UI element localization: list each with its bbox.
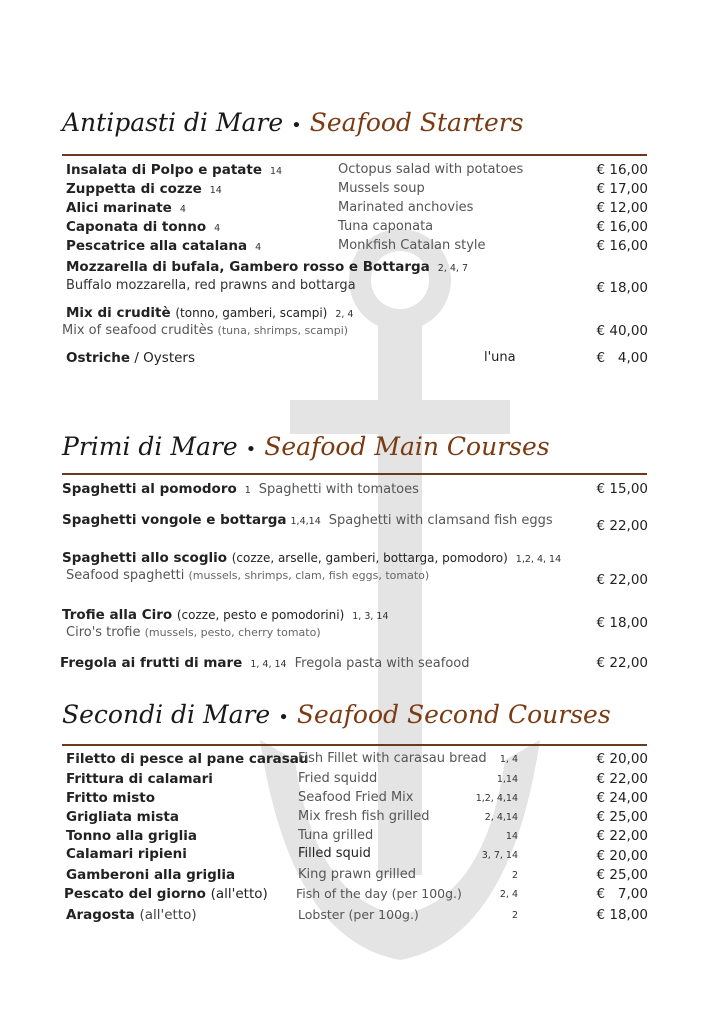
dish-name: Alici marinate (66, 200, 172, 216)
dish-name: Ostriche (66, 350, 131, 366)
dish-english: Spaghetti with clamsand fish eggs (328, 513, 553, 528)
price: € 22,00 (596, 572, 648, 588)
dish-name: Spaghetti vongole e bottarga (62, 512, 287, 528)
dish-detail: (tonno, gamberi, scampi) (175, 306, 328, 320)
price: € 25,00 (596, 867, 648, 883)
allergens: 1,2, 4, 14 (515, 554, 562, 565)
allergens: 14 (209, 185, 222, 196)
menu-item (62, 481, 648, 500)
dish-english: Octopus salad with potatoes (338, 162, 524, 177)
dish-name: Spaghetti allo scoglio (62, 550, 228, 566)
dish-english: King prawn grilled (298, 867, 417, 882)
dish-english: Tuna caponata (338, 219, 434, 234)
menu-item (62, 846, 648, 865)
menu-item (62, 790, 648, 809)
dish-note: (all'etto) (139, 907, 197, 923)
price: € 18,00 (596, 615, 648, 631)
starters-divider (62, 154, 647, 156)
price: € 16,00 (596, 219, 648, 235)
dish-english: Buffalo mozzarella, red prawns and bottarga (66, 278, 356, 293)
allergens: 1, 4 (499, 754, 518, 765)
dish-english: Seafood Fried Mix (298, 790, 414, 805)
dish-english-detail: (mussels, pesto, cherry tomato) (144, 626, 321, 639)
menu-item (62, 181, 648, 200)
menu-item (62, 886, 648, 905)
menu-item-subline (62, 625, 648, 644)
menu-item (62, 867, 648, 886)
price: € 22,00 (596, 518, 648, 534)
menu-item (62, 771, 648, 790)
dish-english: Fish Fillet with carasau bread (298, 751, 487, 766)
dish-english: Fregola pasta with seafood (294, 656, 470, 671)
menu-item-subline (62, 323, 648, 342)
dish-english: Filled squid (298, 846, 371, 861)
dish-english: Ciro's trofie (66, 625, 141, 640)
menu-item (62, 751, 648, 770)
price: € 4,00 (596, 350, 648, 366)
price: € 16,00 (596, 238, 648, 254)
secondi-title-en: Seafood Second Courses (296, 700, 611, 729)
price: € 22,00 (596, 655, 648, 671)
menu-item-subline (62, 568, 648, 587)
price: € 18,00 (596, 280, 648, 296)
dish-name: Pescatrice alla catalana (66, 238, 248, 254)
menu-item (62, 219, 648, 238)
allergens: 2, 4, 7 (437, 263, 469, 274)
price: € 24,00 (596, 790, 648, 806)
allergens: 2, 4 (499, 889, 518, 900)
dish-english: Seafood spaghetti (66, 568, 185, 583)
dish-name: Pescato del giorno (64, 886, 206, 902)
allergens: 1,4,14 (290, 516, 321, 527)
secondi-divider (62, 744, 647, 746)
allergens: 3, 7, 14 (481, 850, 518, 861)
menu-item (62, 305, 648, 324)
primi-title-en: Seafood Main Courses (264, 432, 550, 461)
price: € 7,00 (596, 886, 648, 902)
dish-english: Tuna grilled (298, 828, 374, 843)
menu-item (62, 809, 648, 828)
dish-name: Frittura di calamari (66, 771, 213, 787)
price: € 15,00 (596, 481, 648, 497)
dish-english: Mussels soup (338, 181, 425, 196)
allergens: 2, 4 (335, 309, 354, 320)
dish-english: Fried squidd (298, 771, 378, 786)
menu-item (62, 607, 648, 631)
section-title-primi: Primi di Mare • Seafood Main Courses (62, 432, 550, 461)
price: € 12,00 (596, 200, 648, 216)
allergens: 2 (511, 910, 518, 921)
section-title-secondi: Secondi di Mare • Seafood Second Courses (62, 700, 611, 729)
menu-item (62, 259, 648, 278)
dish-english: Spaghetti with tomatoes (258, 482, 419, 497)
price: € 20,00 (596, 751, 648, 767)
menu-item (62, 512, 648, 534)
dish-name: Fritto misto (66, 790, 155, 806)
dish-name: Grigliata mista (66, 809, 179, 825)
section-title-starters: Antipasti di Mare • Seafood Starters (62, 108, 524, 137)
starters-title-it: Antipasti di Mare (62, 108, 284, 137)
price: € 17,00 (596, 181, 648, 197)
dish-note: (all'etto) (210, 886, 268, 902)
dish-name: Trofie alla Ciro (62, 607, 173, 623)
secondi-title-it: Secondi di Mare (62, 700, 271, 729)
dish-detail: (cozze, arselle, gamberi, bottarga, pomodoro) (231, 551, 508, 565)
allergens: 1, 4, 14 (250, 659, 287, 670)
dish-name: Aragosta (66, 907, 135, 923)
dish-name: Gamberoni alla griglia (66, 867, 236, 883)
menu-item (62, 200, 648, 219)
price: € 22,00 (596, 771, 648, 787)
allergens: 2, 4,14 (484, 812, 518, 823)
menu-item (62, 550, 648, 569)
menu-item (62, 828, 648, 847)
starters-title-en: Seafood Starters (309, 108, 524, 137)
dish-name: Filetto di pesce al pane carasau (66, 751, 309, 767)
dish-name: Tonno alla griglia (66, 828, 198, 844)
allergens: 14 (505, 831, 518, 842)
allergens: 1,2, 4,14 (475, 793, 518, 804)
dish-english-detail: (mussels, shrimps, clam, fish eggs, tomato) (188, 569, 430, 582)
dish-name: Calamari ripieni (66, 846, 187, 862)
price-unit: l'una (484, 350, 516, 365)
allergens: 1, 3, 14 (352, 611, 389, 622)
price: € 18,00 (596, 907, 648, 923)
dish-name: Fregola ai frutti di mare (60, 655, 243, 671)
allergens: 4 (255, 242, 262, 253)
menu-item-subline (62, 278, 648, 297)
allergens: 1,14 (496, 774, 518, 785)
dish-name: Spaghetti al pomodoro (62, 481, 237, 497)
allergens: 4 (179, 204, 186, 215)
primi-divider (62, 473, 647, 475)
allergens: 2 (511, 870, 518, 881)
allergens: 1 (244, 485, 251, 496)
dish-name: Mix di cruditè (66, 305, 171, 321)
price: € 40,00 (596, 323, 648, 339)
dish-english: Mix fresh fish grilled (298, 809, 430, 824)
dish-english: Lobster (per 100g.) (298, 907, 419, 922)
allergens: 14 (270, 166, 283, 177)
menu-item: Ostriche / Oysters l'una € 4,00 (66, 350, 648, 366)
menu-item (62, 907, 648, 926)
menu-item (62, 162, 648, 181)
dish-english: Monkfish Catalan style (338, 238, 486, 253)
menu-item (62, 238, 648, 257)
menu-item (62, 655, 648, 674)
dish-english: Oysters (143, 350, 196, 366)
allergens: 4 (214, 223, 221, 234)
dish-english: Mix of seafood cruditès (62, 323, 214, 338)
dish-name: Zuppetta di cozze (66, 181, 202, 197)
dish-english: Marinated anchovies (338, 200, 474, 215)
dish-name: Insalata di Polpo e patate (66, 162, 263, 178)
price: € 20,00 (596, 848, 648, 864)
price: € 25,00 (596, 809, 648, 825)
price: € 22,00 (596, 828, 648, 844)
dish-name: Mozzarella di bufala, Gambero rosso e Bottarga (66, 259, 430, 275)
dish-name: Caponata di tonno (66, 219, 207, 235)
dish-english: Fish of the day (per 100g.) (296, 886, 462, 901)
dish-english-detail: (tuna, shrimps, scampi) (217, 324, 349, 337)
primi-title-it: Primi di Mare (62, 432, 238, 461)
price: € 16,00 (596, 162, 648, 178)
dish-detail: (cozze, pesto e pomodorini) (176, 608, 345, 622)
